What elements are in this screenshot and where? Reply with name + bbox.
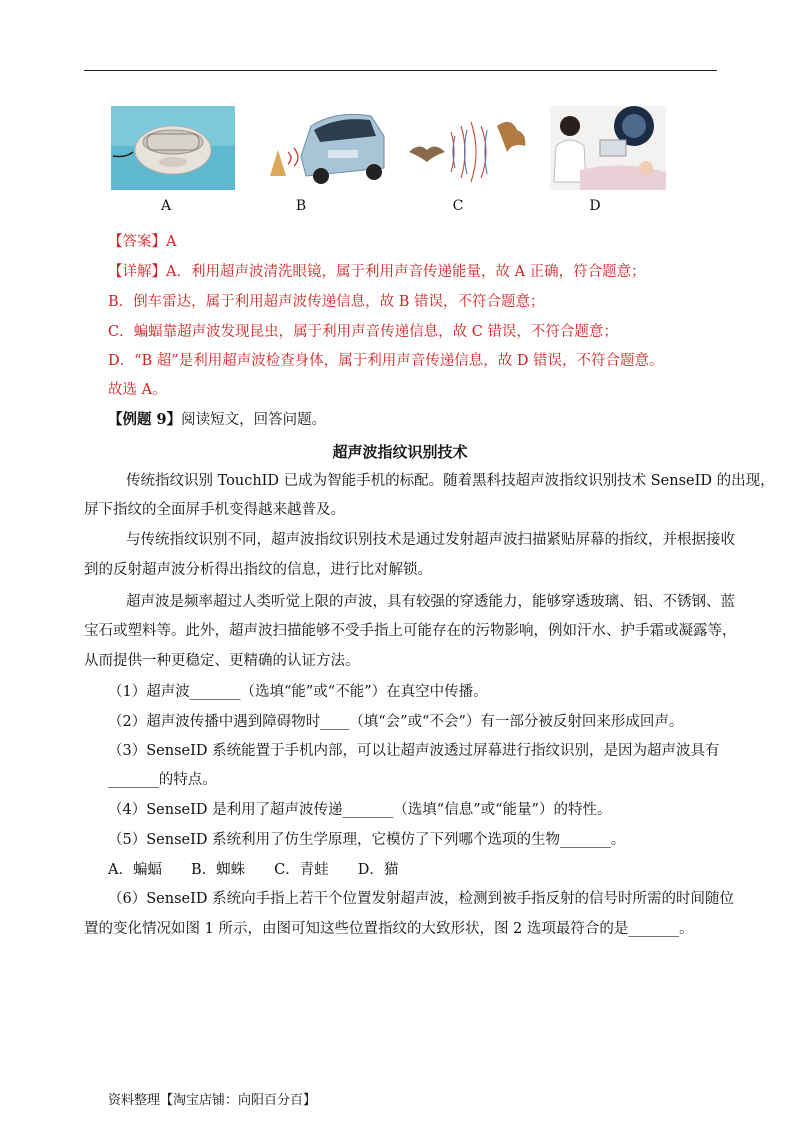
figure-a-ultrasonic-cleaner [111,106,235,190]
question-2: （2）超声波传播中遇到障碍物时____（填“会”或“不会”）有一部分被反射回来形成回声。 [108,714,684,730]
example-label: 【例题 9】 [108,411,182,428]
figure-caption-a: A [160,198,172,214]
figure-c-bat-echolocation [407,106,531,190]
article-p3-line2: 宝石或塑料等。此外，超声波扫描能够不受手指上可能存在的污物影响，例如汗水、护手霜或凝露等， [84,623,737,639]
figure-caption-d: D [589,198,601,214]
article-p3-line1: 超声波是频率超过人类听觉上限的声波，具有较强的穿透能力，能够穿透玻璃、铝、不锈钢、蓝 [126,594,735,610]
article-p1-line2: 屏下指纹的全面屏手机变得越来越普及。 [84,502,345,518]
article-p3-line3: 从而提供一种更稳定、更精确的认证方法。 [84,653,360,669]
header-rule [84,70,717,71]
detail-line-a [108,262,646,282]
question-5: （5）SenseID 系统利用了仿生学原理，它模仿了下列哪个选项的生物_______。 [108,832,626,848]
detail-a-text: A．利用超声波清洗眼镜，属于利用声音传递能量，故 A 正确，符合题意； [166,264,646,280]
article-title: 超声波指纹识别技术 [332,443,468,461]
figure-caption-c: C [452,198,464,214]
example-heading [108,410,326,430]
figure-caption-b: B [295,198,307,214]
detail-line-b: B．倒车雷达，属于利用超声波传递信息，故 B 错误，不符合题意； [108,294,545,310]
detail-line-d: D．“B 超”是利用超声波检查身体，属于利用声音传递信息，故 D 错误，不符合题意。 [108,353,664,369]
question-5-options: A．蝙蝠 B．蜘蛛 C．青蛙 D．猫 [108,862,399,878]
answer-conclusion: 故选 A。 [108,382,167,398]
figure-b-reversing-radar [266,106,390,190]
figure-d-b-ultrasound [550,106,666,190]
question-3-line1: （3）SenseID 系统能置于手机内部，可以让超声波透过屏幕进行指纹识别，是因为超声波具有 [108,743,720,759]
detail-line-c: C．蝙蝠靠超声波发现昆虫，属于利用声音传递信息，故 C 错误，不符合题意； [108,324,618,340]
detail-label: 【详解】 [108,264,166,280]
question-3-line2: _______的特点。 [108,772,217,788]
answer-value: A [166,234,177,250]
answer-label: 【答案】 [108,234,166,250]
question-1: （1）超声波_______（选填“能”或“不能”）在真空中传播。 [108,684,488,700]
page-footer: 资料整理【淘宝店铺：向阳百分百】 [108,1093,317,1108]
question-4: （4）SenseID 是利用了超声波传递_______（选填“信息”或“能量”）的特性。 [108,802,612,818]
answer-line [108,232,176,252]
question-6-line1: （6）SenseID 系统向手指上若干个位置发射超声波，检测到被手指反射的信号时所需的时间随位 [108,891,735,907]
example-prompt: 阅读短文，回答问题。 [181,412,327,428]
question-6-line2: 置的变化情况如图 1 所示，由图可知这些位置指纹的大致形状，图 2 选项最符合的是_______。 [84,921,694,937]
article-p2-line2: 到的反射超声波分析得出指纹的信息，进行比对解锁。 [84,562,432,578]
article-p2-line1: 与传统指纹识别不同，超声波指纹识别技术是通过发射超声波扫描紧贴屏幕的指纹，并根据接收 [126,532,735,548]
article-p1-line1: 传统指纹识别 TouchID 已成为智能手机的标配。随着黑科技超声波指纹识别技术 SenseID 的出现， [126,473,775,489]
